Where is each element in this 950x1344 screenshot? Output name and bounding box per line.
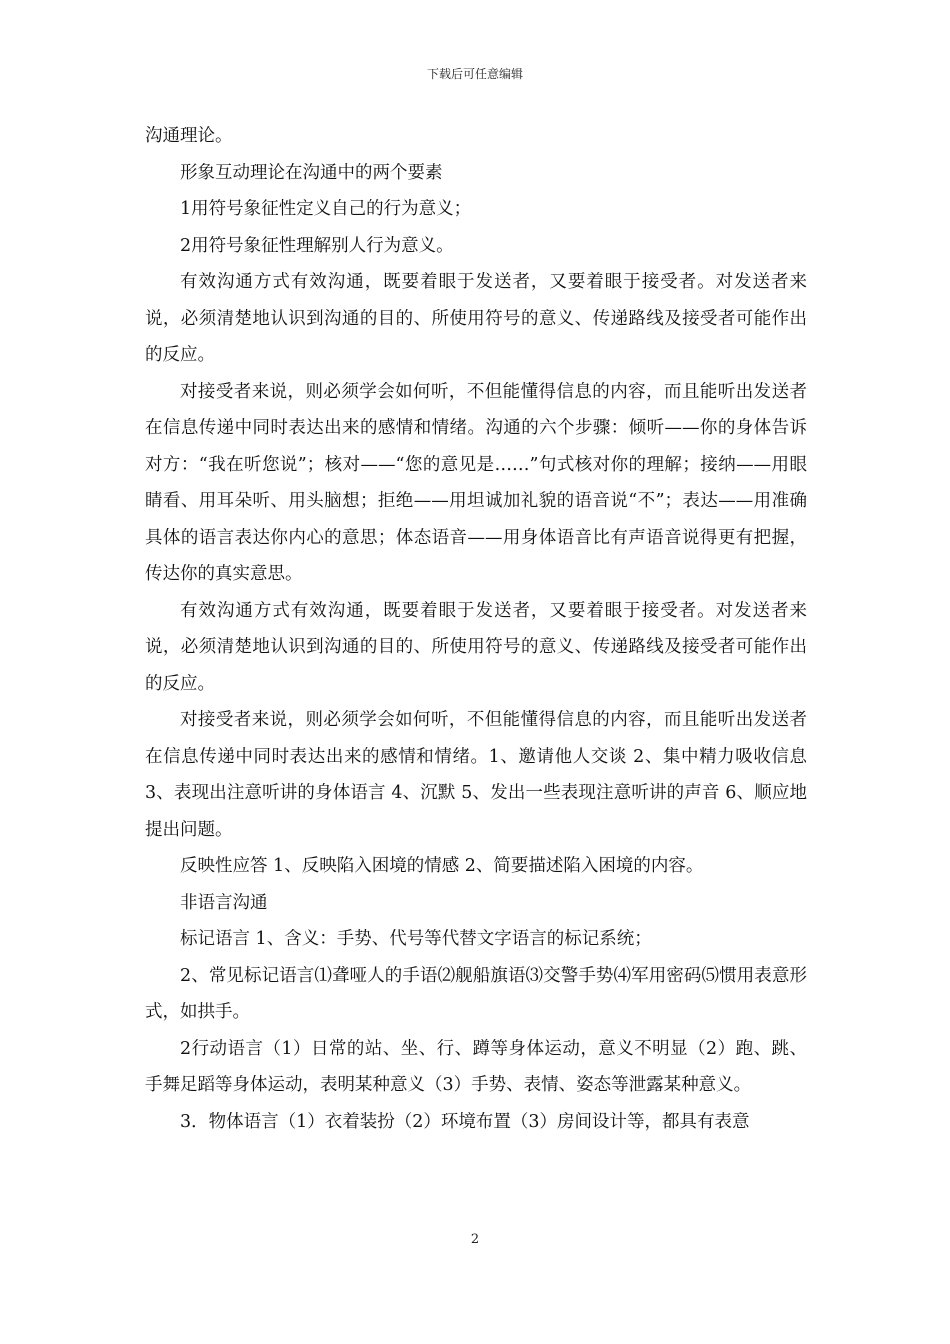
- paragraph: 1用符号象征性定义自己的行为意义；: [180, 199, 472, 219]
- paragraph: 2行动语言（1）日常的站、坐、行、蹲等身体运动，意义不明显（2）跑、跳、手舞足蹈等身体运动，表明某种意义（3）手势、表情、姿态等泄露某种意义。: [145, 1038, 807, 1095]
- paragraph: 反映性应答 1、反映陷入困境的情感 2、简要描述陷入困境的内容。: [180, 856, 704, 876]
- page-number: 2: [470, 1232, 480, 1247]
- paragraph: 2、常见标记语言⑴聋哑人的手语⑵舰船旗语⑶交警手势⑷军用密码⑸惯用表意形式，如拱手。: [145, 965, 807, 1022]
- paragraph: 沟通理论。: [145, 126, 233, 146]
- paragraph: 对接受者来说，则必须学会如何听，不但能懂得信息的内容，而且能听出发送者在信息传递中同时表达出来的感情和情绪。沟通的六个步骤：倾听——你的身体告诉对方：“我在听您说”；核对——“您的意见是……”句式核对你的理解；接纳——用眼睛看、用耳朵听、用头脑想；拒绝——用坦诚加礼貌的语音说“不”；表达——用准确具体的语言表达你内心的意思；体态语音——用身体语音比有声语音说得更有把握，传达你的真实意思。: [145, 381, 807, 584]
- paragraph: 非语言沟通: [180, 892, 268, 913]
- paragraph: 标记语言 1、含义：手势、代号等代替文字语言的标记系统；: [180, 929, 652, 949]
- paragraph: 3．物体语言（1）衣着装扮（2）环境布置（3）房间设计等，都具有表意: [180, 1111, 750, 1132]
- paragraph: 对接受者来说，则必须学会如何听，不但能懂得信息的内容，而且能听出发送者在信息传递中同时表达出来的感情和情绪。1、邀请他人交谈 2、集中精力吸收信息 3、表现出注意听讲的身体语言 4、沉默 5、发出一些表现注意听讲的声音 6、顺应地提出问题。: [145, 710, 807, 840]
- paragraph: 2用符号象征性理解别人行为意义。: [180, 235, 454, 256]
- page-header: 下载后可任意编辑: [426, 67, 523, 81]
- document-body: [145, 118, 807, 1140]
- paragraph: 有效沟通方式有效沟通，既要着眼于发送者，又要着眼于接受者。对发送者来说，必须清楚地认识到沟通的目的、所使用符号的意义、传递路线及接受者可能作出的反应。: [145, 272, 807, 365]
- paragraph: 有效沟通方式有效沟通，既要着眼于发送者，又要着眼于接受者。对发送者来说，必须清楚地认识到沟通的目的、所使用符号的意义、传递路线及接受者可能作出的反应。: [145, 600, 807, 694]
- paragraph: 形象互动理论在沟通中的两个要素: [180, 162, 443, 183]
